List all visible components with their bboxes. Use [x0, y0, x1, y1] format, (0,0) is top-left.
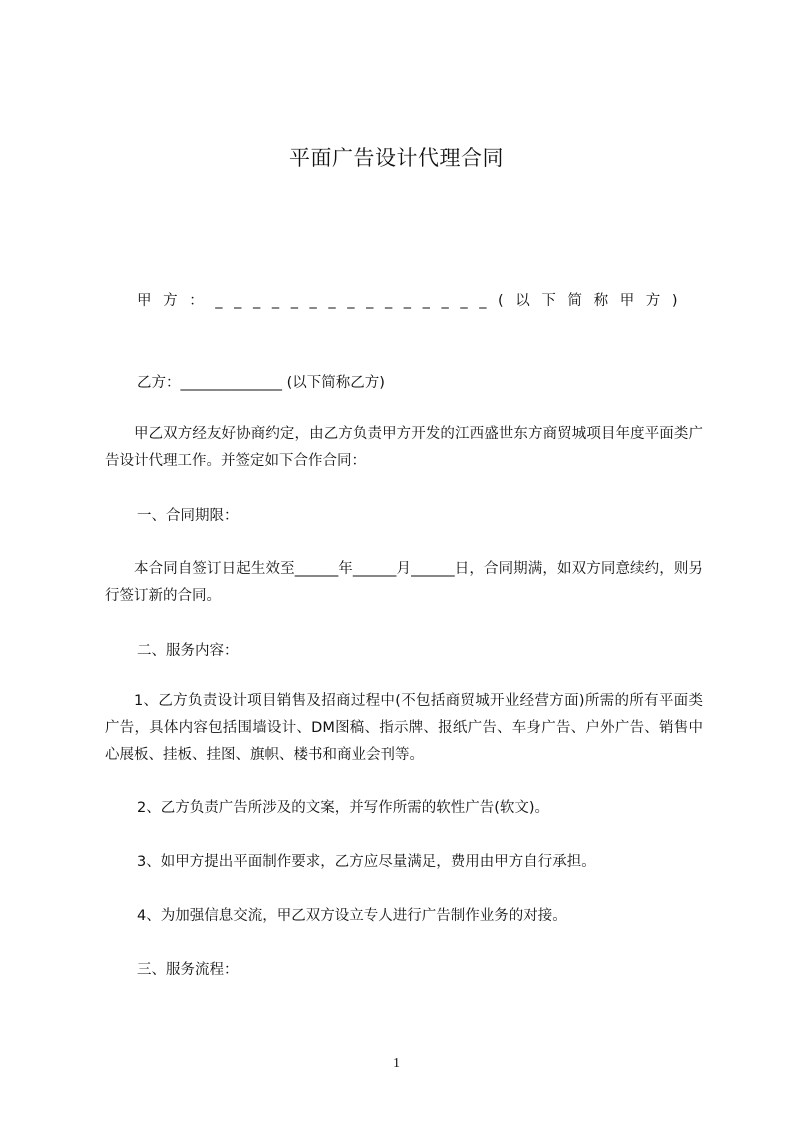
term-paragraph: 本合同自签订日起生效至______年______月______日，合同期满，如双方同意续约，则另行签订新的合同。 [105, 561, 703, 604]
party-b-line: 乙方：______________ (以下简称乙方) [137, 375, 385, 391]
page-number: 1 [393, 1056, 400, 1071]
service-item-3: 3、如甲方提出平面制作要求，乙方应尽量满足，费用由甲方自行承担。 [137, 854, 596, 870]
service-heading: 二、服务内容： [137, 643, 239, 659]
service-item-2: 2、乙方负责广告所涉及的文案，并写作所需的软性广告(软文)。 [137, 800, 550, 816]
flow-heading: 三、服务流程： [137, 962, 239, 978]
term-heading: 一、合同期限： [137, 508, 239, 524]
intro-paragraph: 甲乙双方经友好协商约定，由乙方负责甲方开发的江西盛世东方商贸城项目年度平面类广告设计代理工作。并签定如下合作合同： [105, 426, 703, 469]
service-item-4: 4、为加强信息交流，甲乙双方设立专人进行广告制作业务的对接。 [137, 908, 567, 924]
service-item-1: 1、乙方负责设计项目销售及招商过程中(不包括商贸城开业经营方面)所需的所有平面类广告，具体内容包括围墙设计、DM图稿、指示牌、报纸广告、车身广告、户外广告、销售中心展板、挂板、挂图、旗帜、楼书和商业会刊等。 [105, 693, 703, 763]
document-title: 平面广告设计代理合同 [289, 146, 504, 170]
party-a-line: 甲方：_______________(以下简称甲方) [137, 293, 690, 309]
